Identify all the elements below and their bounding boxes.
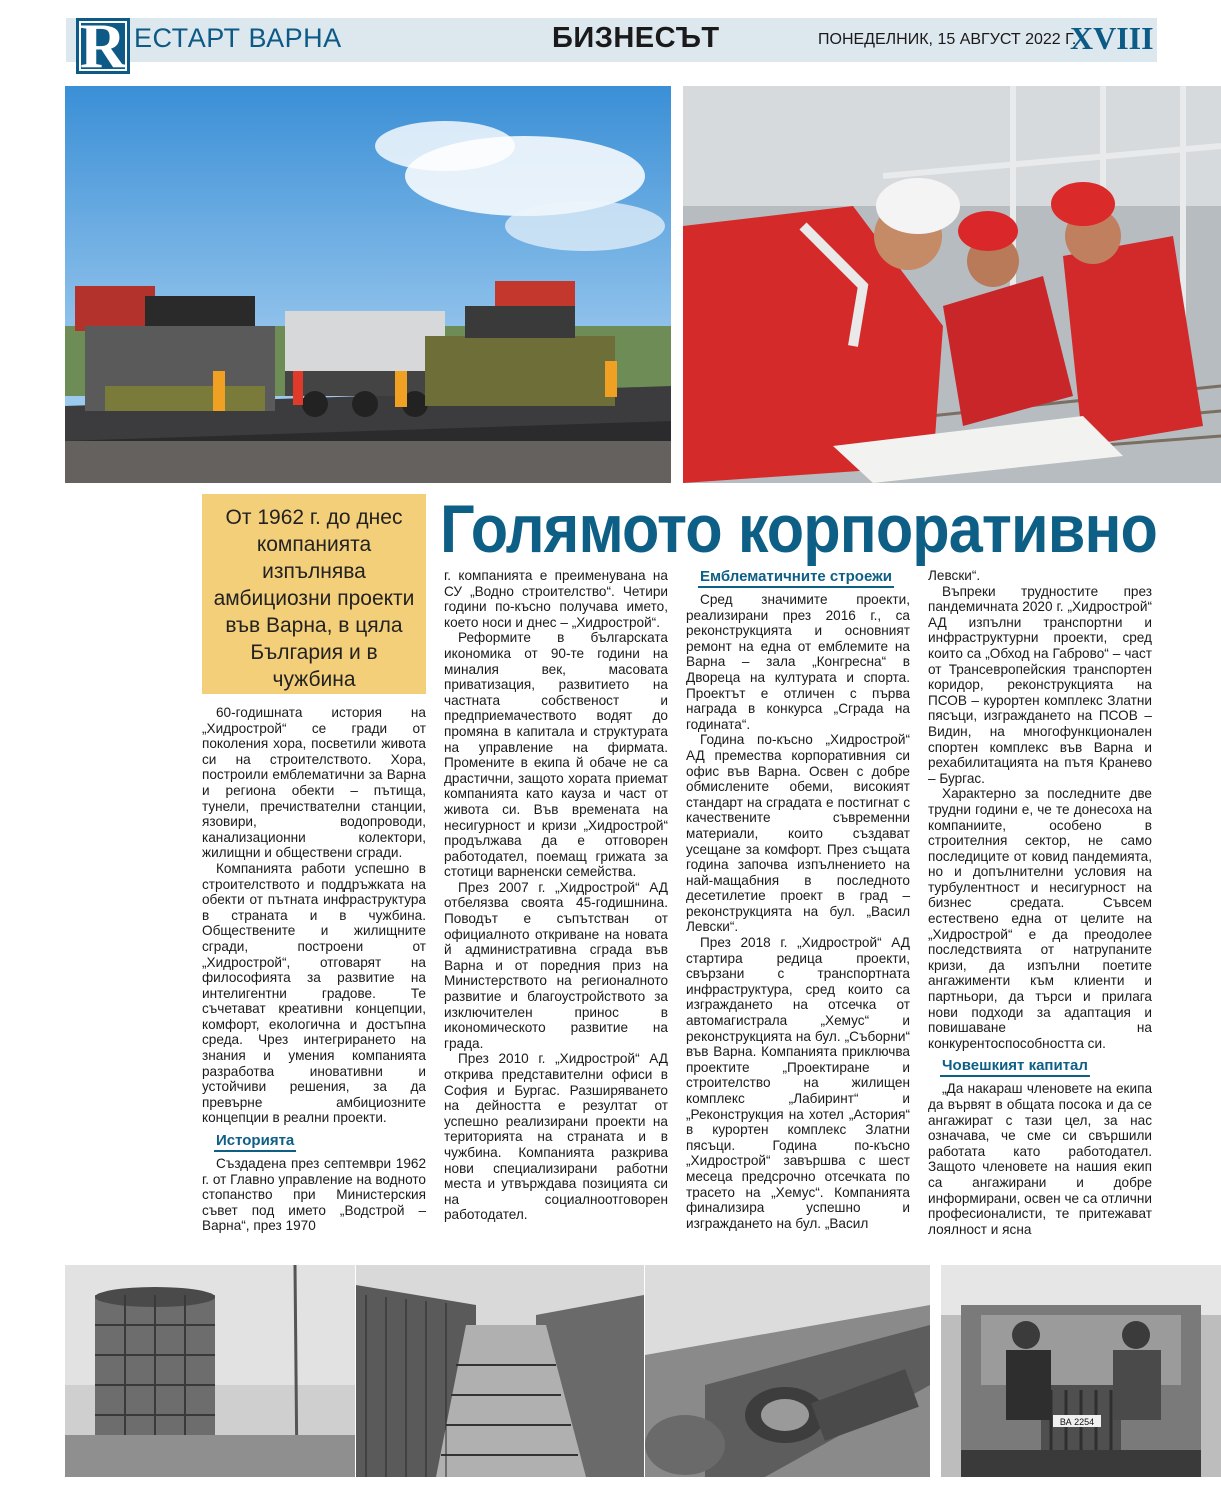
paragraph: През 2007 г. „Хидрострой“ АД отбелязва своята 45-годишнина. Поводът е съпътстван от официалното откриване на новата й административна сграда във Варна и от поредния приз на Министерството на регионалното развитие и благоустройството за изключителен принос в икономическото развитие на града. bbox=[444, 879, 668, 1051]
article-column-3 bbox=[686, 568, 910, 1231]
paragraph: Характерно за последните две трудни години е, че те донесоха на компаниите, особено в строителния сектор, не само последиците от ковид пандемията, но и допълнителни условия на турбулентност и несигурност на бизнес средата. Съвсем естествено една от целите на „Хидрострой“ е да преодолее последствията от натрупаните кризи, да изпълни поетите ангажименти към клиенти и партньори, да търси и прилага нови подходи за адаптация и повишаване на конкурентоспособността си. bbox=[928, 786, 1152, 1051]
license-plate: ВА 2254 bbox=[1059, 1417, 1095, 1427]
logo-r-icon: R bbox=[76, 18, 130, 74]
photo-archive-construction bbox=[356, 1265, 644, 1477]
paragraph: г. компанията е преименувана на СУ „Водно строителство“. Четири години по-късно получава името, което носи и днес – „Хидрострой“. bbox=[444, 568, 668, 630]
photo-archive-pipe-trench bbox=[645, 1265, 930, 1477]
article-column-2 bbox=[444, 568, 668, 1223]
paragraph: През 2018 г. „Хидрострой“ АД стартира редица проекти, свързани с транспортната инфраструктура, сред които са изграждането на отсечка от автомагистрала „Хемус“ и реконструкцията на бул. „Съборни“ във Варна. Компанията приключва проектите „Проектиране и строителство на жилищен комплекс „Лабиринт“ и „Реконструкция на хотел „Астория“ в курортен комплекс Златни пясъци. Година по-късно „Хидрострой“ завършва с шест месеца предсрочно отсечката по трасето на „Хемус“. Компанията финализира успешно и изграждането на бул. „Васил bbox=[686, 935, 910, 1231]
lead-box: От 1962 г. до днес компанията изпълнява амбициозни проекти във Варна, в цяла България и в чужбина bbox=[202, 494, 426, 694]
photo-engineers bbox=[683, 86, 1221, 483]
page-number: XVIII bbox=[1070, 20, 1154, 56]
paragraph: Реформите в българската икономика от 90-те години на миналия век, масовата приватизация, развитието на частната собственост и предприемачеството водят до промяна в капитала и структурата на управление на фирмата. Промените в екипа й обаче не са драстични, защото хората приемат компанията като кауза и част от живота си. Във времената на несигурност и кризи „Хидрострой“ продължава да е отговорен работодател, поемащ грижата за стотици варненски семейства. bbox=[444, 630, 668, 880]
paragraph: Компанията работи успешно в строителството и поддръжката на обекти от пътната инфраструктура в страната и в чужбина. Обществените и жилищните сгради, построени от „Хидрострой“, отговарят на философията за развитие на интелигентни градове. Те съчетават креативни концепции, комфорт, екологична и достъпна среда. Чрез интегрирането на знания и умения компанията разработва иновативни и устойчиви решения, за да превърне амбициозните концепции в реални проекти. bbox=[202, 860, 426, 1126]
photo-archive-truck bbox=[941, 1265, 1221, 1477]
section-title: БИЗНЕСЪТ bbox=[552, 22, 720, 54]
headline: Голямото корпоративно bbox=[440, 491, 1158, 567]
photo-archive-tower bbox=[65, 1265, 355, 1477]
subhead-history: Историята bbox=[214, 1132, 296, 1152]
publication-name: ЕСТАРТ ВАРНА bbox=[134, 23, 342, 53]
paragraph: 60-годишната история на „Хидрострой“ се гради от поколения хора, посветили живота си на строителството. Хора, построили емблематични за Варна и региона обекти – пътища, тунели, пречиствателни станции, язовири, водопроводи, канализационни колектори, жилищни и обществени сгради. bbox=[202, 705, 426, 861]
article-column-4 bbox=[928, 568, 1152, 1237]
article-column-1 bbox=[202, 705, 426, 1234]
subhead-landmark-projects: Емблематичните строежи bbox=[698, 568, 894, 588]
subhead-human-capital: Човешкият капитал bbox=[940, 1057, 1090, 1077]
issue-date: ПОНЕДЕЛНИК, 15 АВГУСТ 2022 Г. bbox=[818, 31, 1077, 48]
paragraph: Сред значимите проекти, реализирани през 2016 г., са реконструкцията и основният ремонт на една от емблемите на Варна – зала „Конгресна“ в Двореца на културата и спорта. Проектът е отличен с първа награда в конкурса „Сграда на годината“. bbox=[686, 592, 910, 732]
paragraph: През 2010 г. „Хидрострой“ АД открива представителни офиси в София и Бургас. Разширяването на дейността е резултат от успешно реализирани проекти на територията на страната и в чужбина. Компанията разкрива нови специализирани работни места и утвърждава позицията си на социалноотговорен работодател. bbox=[444, 1051, 668, 1223]
paragraph: Година по-късно „Хидрострой“ АД премества корпоративния си офис във Варна. Освен с добре обмислените обеми, високият стандарт на сградата е постигнат с качествените съвременни материали, които създават усещане за комфорт. През същата година започва изпълнението на най-мащабния в последното десетилетие проект в град – реконструкцията на бул. „Васил Левски“. bbox=[686, 732, 910, 935]
masthead bbox=[66, 10, 1157, 81]
paragraph: Създадена през септември 1962 г. от Главно управление на водното стопанство при Министерския съвет под името „Водстрой – Варна“, през 1970 bbox=[202, 1156, 426, 1234]
paragraph: Левски“. bbox=[928, 568, 981, 583]
paragraph: „Да накараш членовете на екипа да вървят в общата посока и да се ангажират с тази цел, за нас означава, че сме си свършили работата като работодател. Защото членовете на нашия екип са ангажирани и добре информирани, освен че са отлични професионалисти, те притежават лоялност и ясна bbox=[928, 1081, 1152, 1237]
photo-road-paving bbox=[65, 86, 671, 483]
paragraph: Въпреки трудностите през пандемичната 2020 г. „Хидрострой“ АД изпълни транспортни и инфраструктурни проекти, сред които са „Обход на Габрово“ – част от Трансевропейския транспортен коридор, реконструкцията на ПСОВ – курортен комплекс Златни пясъци, изграждането на ПСОВ – Видин, на многофункционален спортен комплекс във Варна и рехабилитацията на пътя Кранево – Бургас. bbox=[928, 583, 1152, 786]
